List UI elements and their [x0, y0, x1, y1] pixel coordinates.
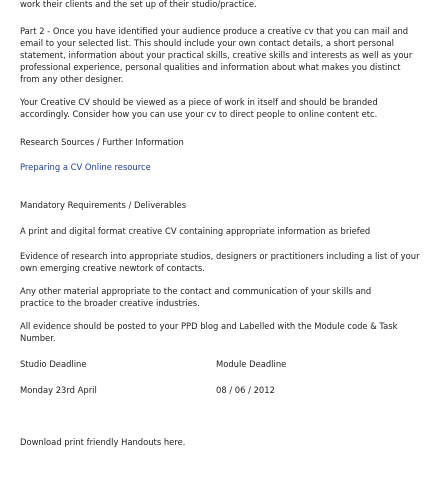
requirement-4: All evidence should be posted to your PPD blog and Labelled with the Module code & Task Number.: [20, 321, 398, 343]
handouts-text[interactable]: Download print friendly Handouts here.: [20, 437, 186, 447]
research-heading: Research Sources / Further Information: [20, 137, 184, 147]
part2-paragraph: Part 2 - Once you have identified your audience produce a creative cv that you can mail and email to your selected list. This should include your own contact details, a short personal statement, information about your practical skills, creative skills and interests as well as your professional experience, personal qualities and information about what makes you distinct from any other designer.: [20, 26, 413, 84]
studio-deadline-value: Monday 23rd April: [20, 385, 97, 395]
deadline-labels-row: [20, 358, 420, 370]
module-deadline-value: 08 / 06 / 2012: [216, 385, 275, 395]
studio-deadline-label: Studio Deadline: [20, 359, 87, 369]
requirement-1: A print and digital format creative CV containing appropriate information as briefed: [20, 226, 371, 236]
intro-tail-text: work their clients and the set up of their studio/practice.: [20, 0, 257, 9]
cv-online-resource-link[interactable]: Preparing a CV Online resource: [20, 162, 151, 172]
deadline-values-row: [20, 384, 420, 396]
requirement-3: Any other material appropriate to the contact and communication of your skills and practice to the broader creative industries.: [20, 286, 372, 308]
module-deadline-label: Module Deadline: [216, 359, 287, 369]
mandatory-heading: Mandatory Requirements / Deliverables: [20, 200, 187, 210]
creative-cv-paragraph: Your Creative CV should be viewed as a piece of work in itself and should be branded accordingly. Consider how you can use your cv to direct people to online content etc.: [20, 97, 378, 119]
requirement-2: Evidence of research into appropriate studios, designers or practitioners including a list of your own emerging creative newtork of contacts.: [20, 251, 420, 273]
